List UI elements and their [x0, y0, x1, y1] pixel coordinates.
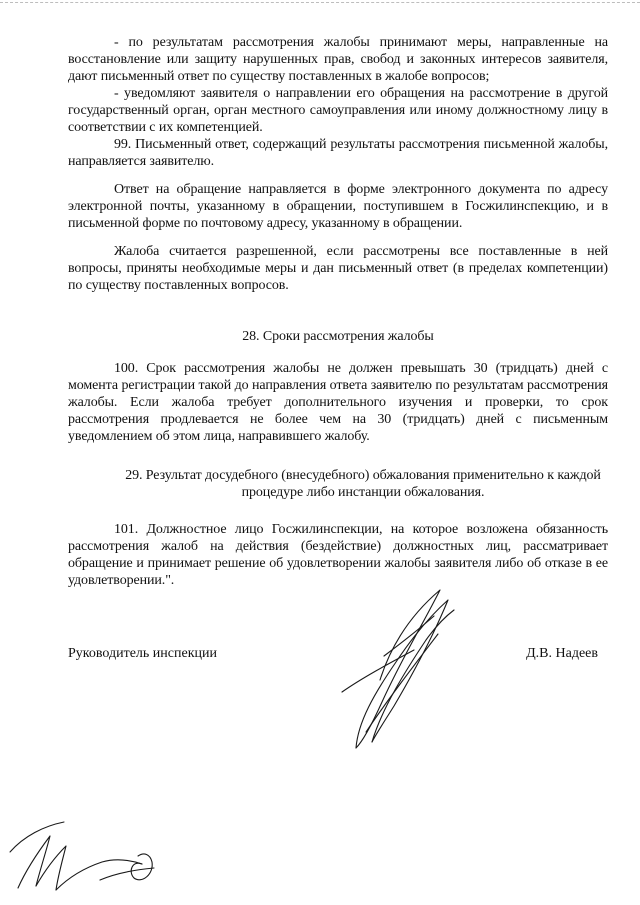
- document-body: [68, 34, 608, 589]
- paragraph-measures: - по результатам рассмотрения жалобы принимают меры, направленные на восстановление или защиту нарушенных прав, свобод и законных интересов заявителя, дают письменный ответ по существу поставленных в жалобе вопросов;: [68, 35, 608, 84]
- initials-signature: [4, 818, 184, 898]
- paragraph-99: 99. Письменный ответ, содержащий результаты рассмотрения письменной жалобы, направляется заявителю.: [68, 137, 608, 169]
- paragraph-resolved: Жалоба считается разрешенной, если рассмотрены все поставленные в ней вопросы, приняты необходимые меры и дан письменный ответ (в пределах компетенции) по существу поставленных вопросов.: [68, 244, 608, 293]
- paragraph-100: 100. Срок рассмотрения жалобы не должен превышать 30 (тридцать) дней с момента регистрации такой до направления ответа заявителю по результатам рассмотрения жалобы. Если жалоба требует дополнительного изучения и проверки, то срок рассмотрения продлевается не более чем на 30 (тридцать) дней с письменным уведомлением об этом лица, направившего жалобу.: [68, 361, 608, 444]
- paragraph-101: 101. Должностное лицо Госжилинспекции, на которое возложена обязанность рассмотрения жалоб на действия (бездействие) должностных лиц, рассматривает обращение и принимает решение об удовлетворении жалобы заявителя либо об отказе в ее удовлетворении.".: [68, 522, 608, 588]
- paragraph-notify: - уведомляют заявителя о направлении его обращения на рассмотрение в другой государственный орган, орган местного самоуправления или иному должностному лицу в соответствии с их компетенцией.: [68, 86, 608, 135]
- section-heading-28: 28. Сроки рассмотрения жалобы: [242, 329, 434, 344]
- handwritten-signature: [322, 582, 472, 752]
- section-heading-29: 29. Результат досудебного (внесудебного) обжалования применительно к каждой процедуре либо инстанции обжалования.: [125, 468, 601, 500]
- signature-title: Руководитель инспекции: [68, 646, 217, 661]
- top-dashed-line: [0, 2, 640, 3]
- paragraph-electronic-answer: Ответ на обращение направляется в форме электронного документа по адресу электронной почты, указанному в обращении, поступившем в Госжилинспекцию, и в письменной форме по почтовому адресу, указанному в обращении.: [68, 182, 608, 231]
- signature-name: Д.В. Надеев: [526, 646, 598, 661]
